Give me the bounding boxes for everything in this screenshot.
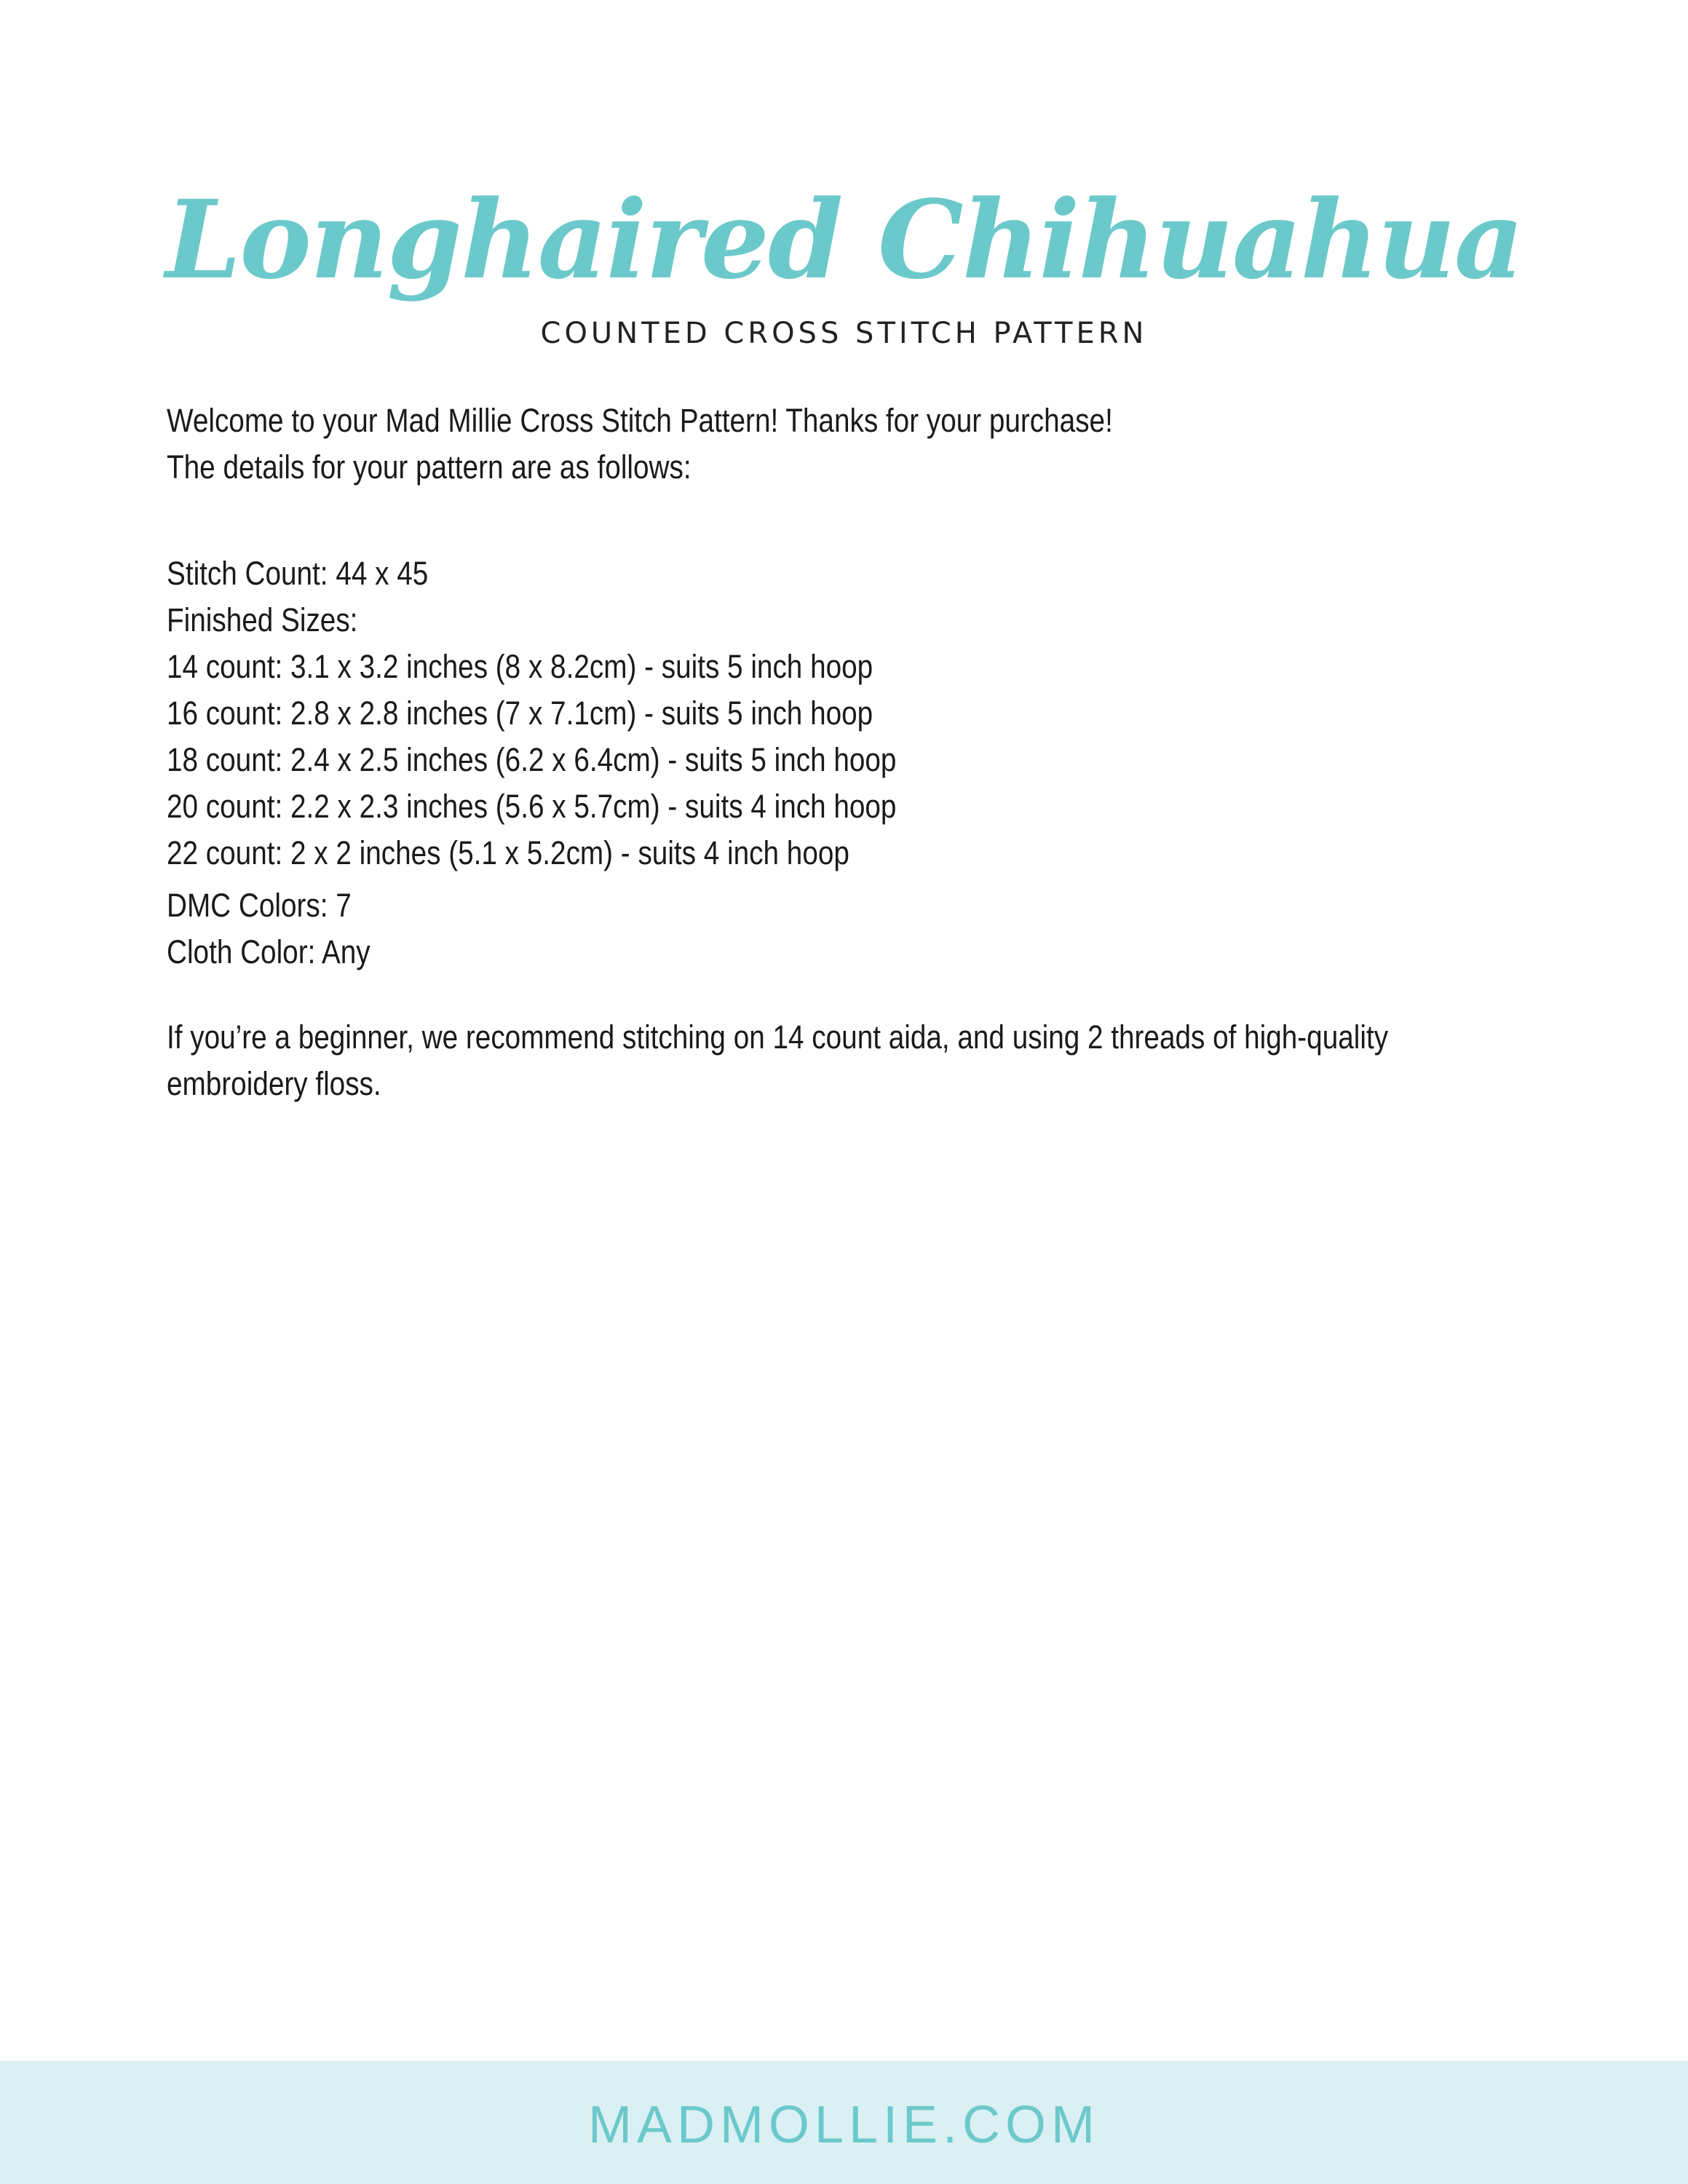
pattern-details — [167, 550, 1344, 976]
size-20-count: 20 count: 2.2 x 2.3 inches (5.6 x 5.7cm) - suits 4 inch hoop — [167, 788, 897, 825]
dmc-colors: DMC Colors: 7 — [167, 887, 352, 924]
stitch-count: Stitch Count: 44 x 45 — [167, 555, 429, 592]
footer-website: MADMOLLIE.COM — [587, 2096, 1101, 2154]
beginner-note-line-1: If you’re a beginner, we recommend stitching on 14 count aida, and using 2 threads of high-quality — [167, 1018, 1389, 1056]
intro-line-welcome: Welcome to your Mad Millie Cross Stitch Pattern! Thanks for your purchase! — [167, 402, 1113, 439]
page-subtitle: COUNTED CROSS STITCH PATTERN — [540, 317, 1148, 350]
beginner-note-line-2: embroidery floss. — [167, 1065, 381, 1102]
size-22-count: 22 count: 2 x 2 inches (5.1 x 5.2cm) - suits 4 inch hoop — [167, 834, 849, 871]
size-18-count: 18 count: 2.4 x 2.5 inches (6.2 x 6.4cm) - suits 5 inch hoop — [167, 741, 897, 778]
finished-sizes-label: Finished Sizes: — [167, 601, 358, 638]
intro-paragraph — [167, 397, 1344, 491]
cloth-color: Cloth Color: Any — [167, 933, 371, 970]
footer-band — [0, 2061, 1688, 2184]
beginner-note — [167, 1014, 1389, 1107]
intro-line-details: The details for your pattern are as follows: — [167, 448, 692, 486]
page-title: Longhaired Chihuahua — [165, 176, 1523, 303]
size-14-count: 14 count: 3.1 x 3.2 inches (8 x 8.2cm) - suits 5 inch hoop — [167, 648, 873, 685]
size-16-count: 16 count: 2.8 x 2.8 inches (7 x 7.1cm) - suits 5 inch hoop — [167, 695, 873, 732]
